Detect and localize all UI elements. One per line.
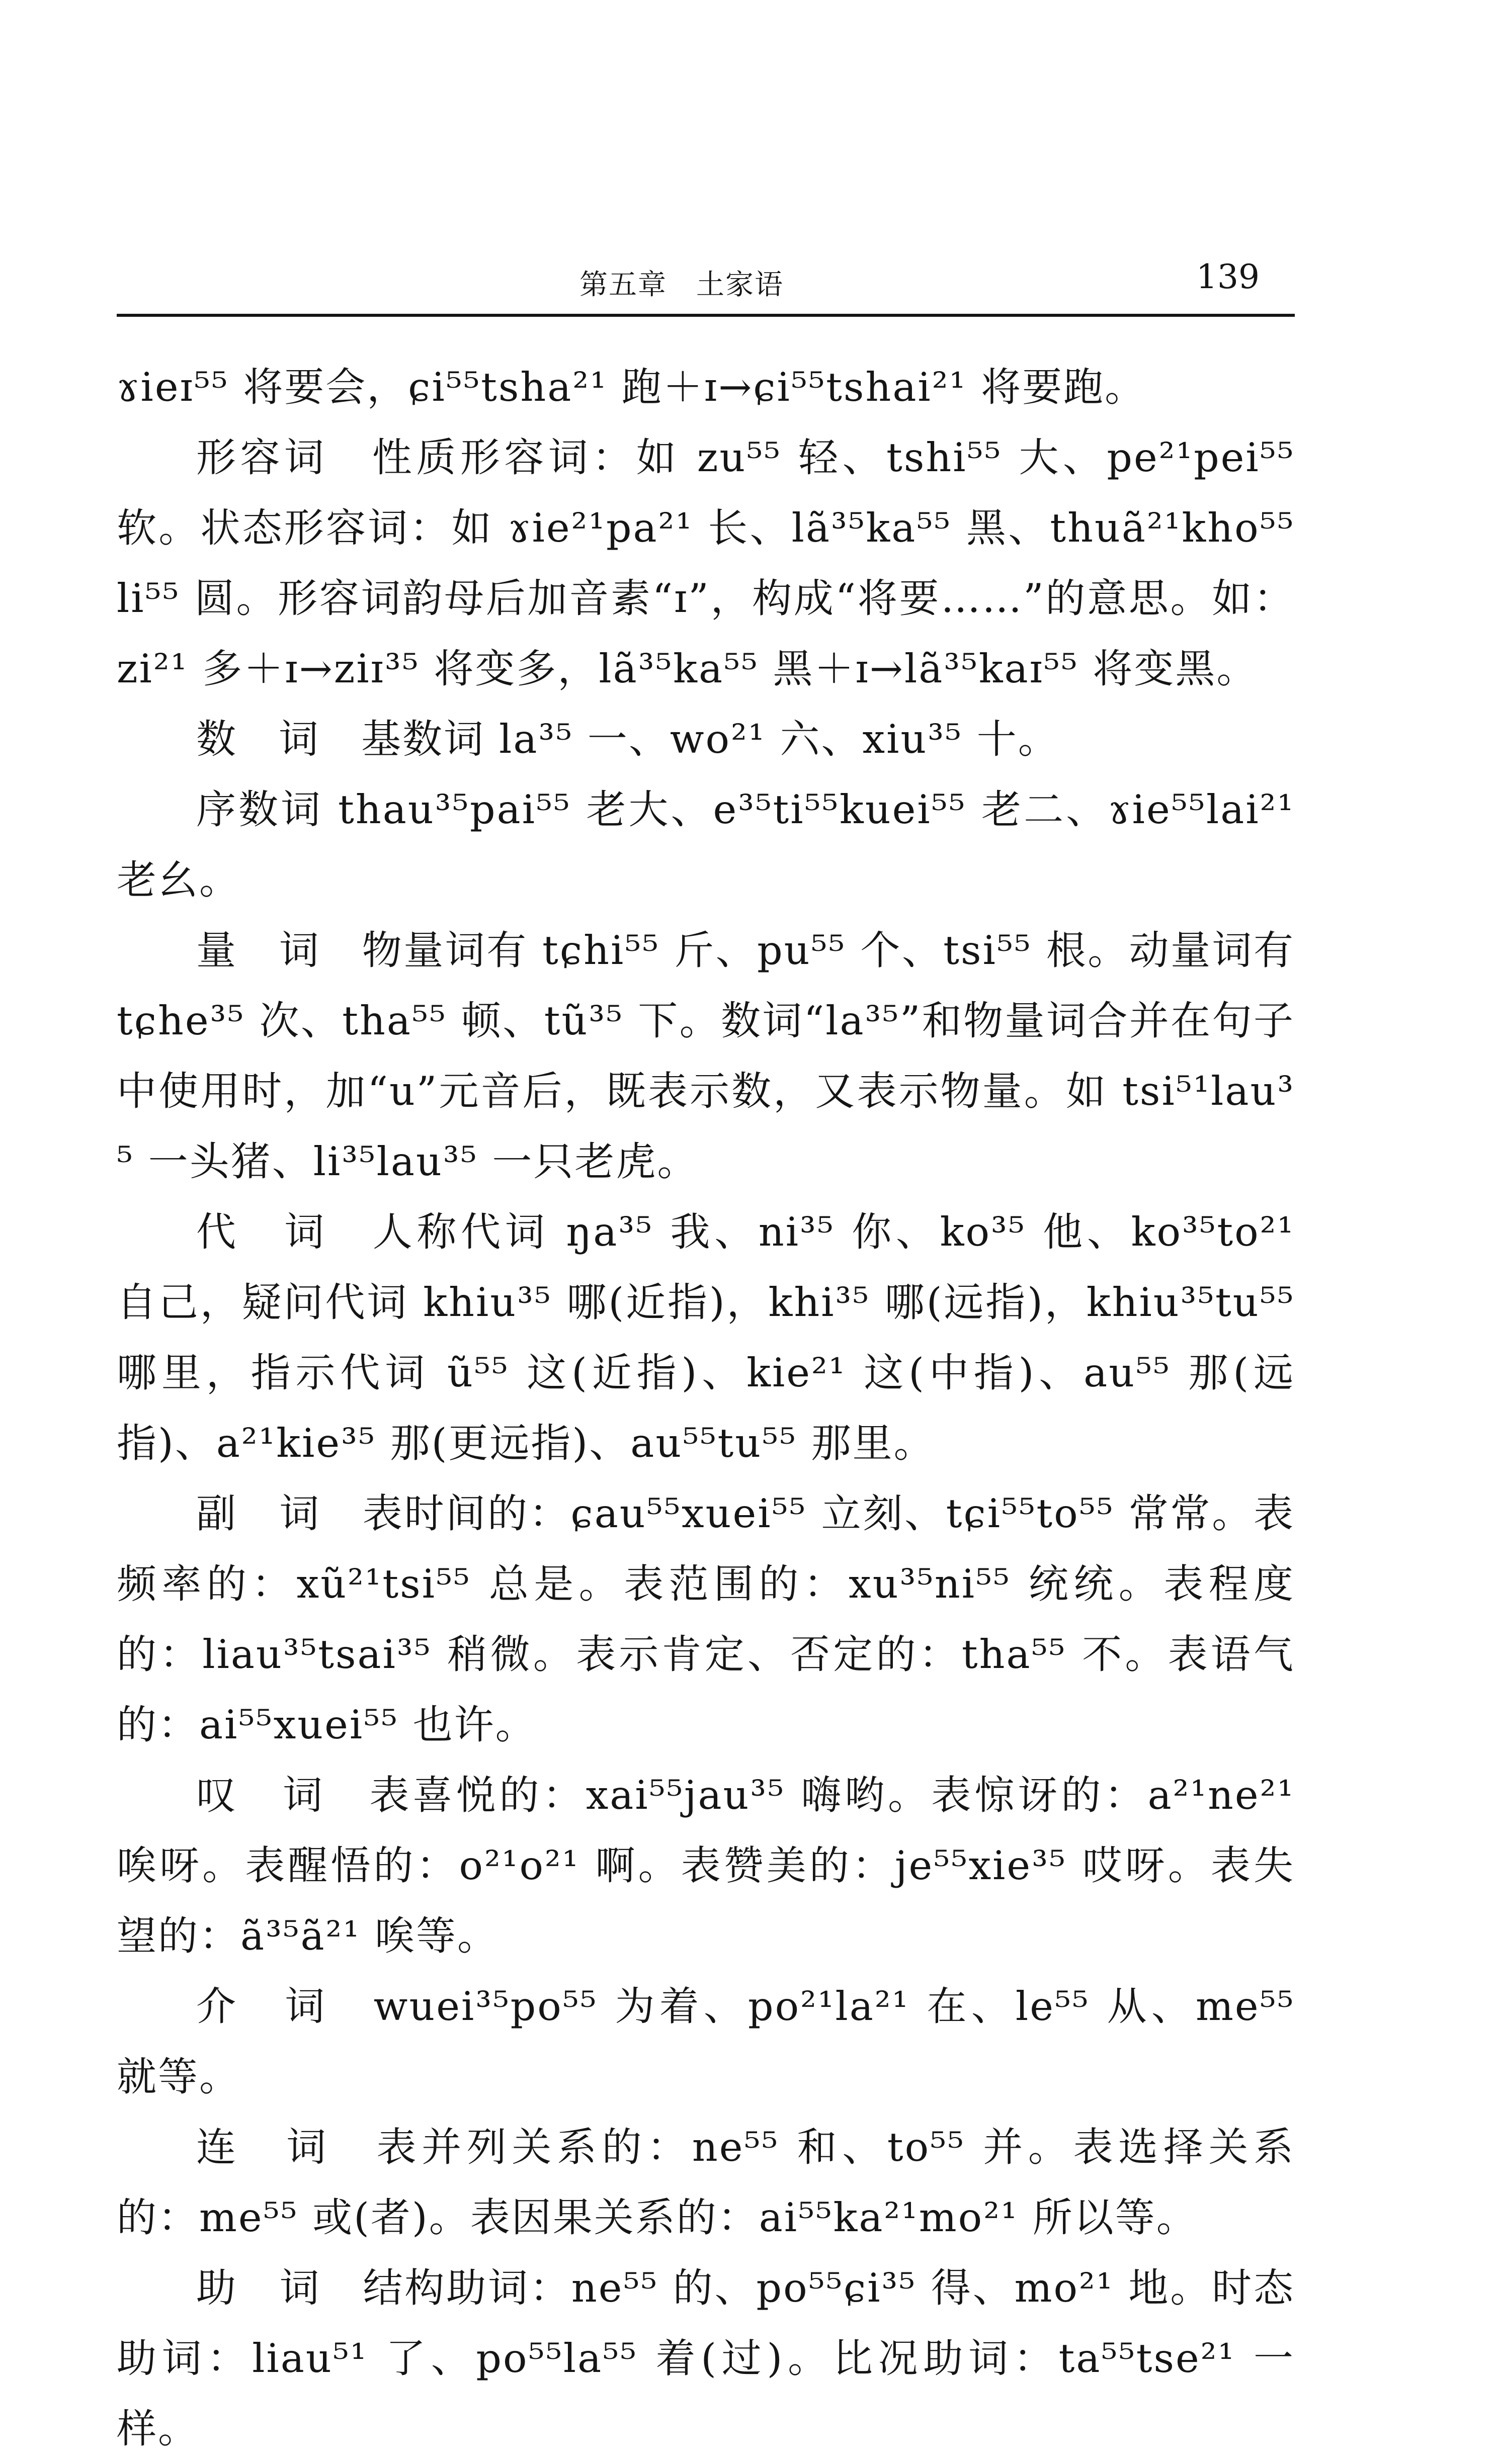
paragraph-prepositions: 介 词 wuei³⁵po⁵⁵ 为着、po²¹la²¹ 在、le⁵⁵ 从、me⁵⁵ 就等。 <box>117 1983 1295 2100</box>
paragraph-conjunctions: 连 词 表并列关系的：ne⁵⁵ 和、to⁵⁵ 并。表选择关系的：me⁵⁵ 或(者)。表因果关系的：ai⁵⁵ka²¹mo²¹ 所以等。 <box>117 2124 1295 2241</box>
paragraph-adverbs: 副 词 表时间的：ɕau⁵⁵xuei⁵⁵ 立刻、tɕi⁵⁵to⁵⁵ 常常。表频率的：xũ²¹tsi⁵⁵ 总是。表范围的：xu³⁵ni⁵⁵ 统统。表程度的：liau³⁵tsai³⁵ 稍微。表示肯定、否定的：tha⁵⁵ 不。表语气的：ai⁵⁵xuei⁵⁵ 也许。 <box>117 1490 1295 1748</box>
paragraph-ordinals: 序数词 thau³⁵pai⁵⁵ 老大、e³⁵ti⁵⁵kuei⁵⁵ 老二、ɤie⁵⁵lai²¹ 老幺。 <box>117 786 1295 903</box>
paragraph-particles: 助 词 结构助词：ne⁵⁵ 的、po⁵⁵ɕi³⁵ 得、mo²¹ 地。时态助词：liau⁵¹ 了、po⁵⁵la⁵⁵ 着(过)。比况助词：ta⁵⁵tse²¹ 一样。 <box>117 2265 1295 2452</box>
header-rule <box>117 314 1295 317</box>
page-number: 139 <box>1196 257 1260 296</box>
paragraph-pronouns: 代 词 人称代词 ŋa³⁵ 我、ni³⁵ 你、ko³⁵ 他、ko³⁵to²¹ 自己，疑问代词 khiu³⁵ 哪(近指)，khi³⁵ 哪(远指)，khiu³⁵tu⁵⁵ 哪里，指示代词 ũ⁵⁵ 这(近指)、kie²¹ 这(中指)、au⁵⁵ 那(远指)、a²¹kie³⁵ 那(更远指)、au⁵⁵tu⁵⁵ 那里。 <box>117 1209 1295 1466</box>
paragraph-adjectives: 形容词 性质形容词：如 zu⁵⁵ 轻、tshi⁵⁵ 大、pe²¹pei⁵⁵ 软。状态形容词：如 ɤie²¹pa²¹ 长、lã³⁵ka⁵⁵ 黑、thuã²¹kho⁵⁵li⁵⁵ 圆。形容词韵母后加音素“ɪ”，构成“将要……”的意思。如：zi²¹ 多＋ɪ→ziɪ³⁵ 将变多，lã³⁵ka⁵⁵ 黑＋ɪ→lã³⁵kaɪ⁵⁵ 将变黑。 <box>117 434 1295 692</box>
page-body <box>117 352 1295 2464</box>
paragraph-interjections: 叹 词 表喜悦的：xai⁵⁵jau³⁵ 嗨哟。表惊讶的：a²¹ne²¹ 唉呀。表醒悟的：o²¹o²¹ 啊。表赞美的：je⁵⁵xie³⁵ 哎呀。表失望的：ã³⁵ã²¹ 唉等。 <box>117 1772 1295 1959</box>
paragraph-classifiers: 量 词 物量词有 tɕhi⁵⁵ 斤、pu⁵⁵ 个、tsi⁵⁵ 根。动量词有 tɕhe³⁵ 次、tha⁵⁵ 顿、tũ³⁵ 下。数词“la³⁵”和物量词合并在句子中使用时，加“u”元音后，既表示数，又表示物量。如 tsi⁵¹lau³⁵ 一头猪、li³⁵lau³⁵ 一只老虎。 <box>117 927 1295 1185</box>
paragraph-verb-continuation: ɤieɪ⁵⁵ 将要会，ɕi⁵⁵tsha²¹ 跑＋ɪ→ɕi⁵⁵tshai²¹ 将要跑。 <box>117 364 1146 410</box>
running-header <box>117 251 1295 317</box>
chapter-title: 第五章 土家语 <box>579 269 784 301</box>
paragraph-numerals: 数 词 基数词 la³⁵ 一、wo²¹ 六、xiu³⁵ 十。 <box>196 716 1059 762</box>
